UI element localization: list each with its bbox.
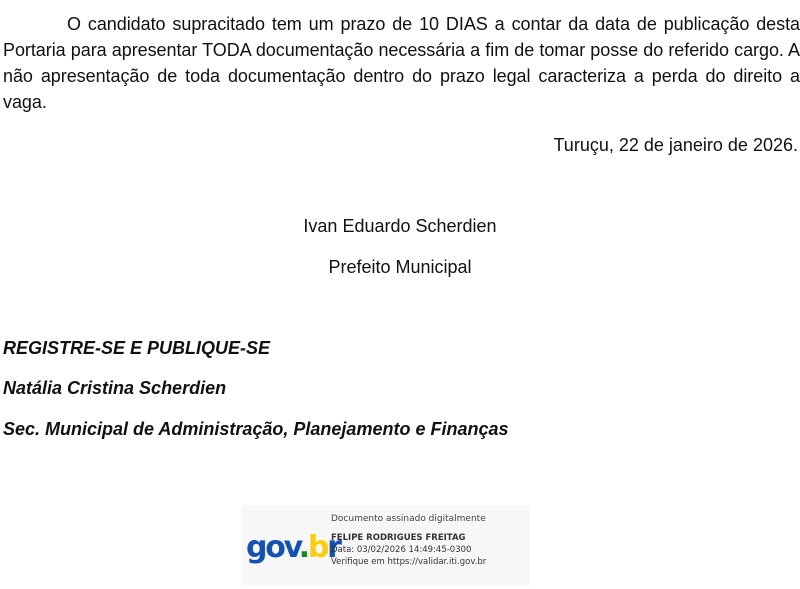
place-date: Turuçu, 22 de janeiro de 2026. bbox=[553, 135, 798, 155]
logo-dot: . bbox=[298, 530, 308, 565]
stamp-verify-link[interactable]: Verifique em https://validar.iti.gov.br bbox=[331, 557, 487, 567]
logo-gov: gov bbox=[246, 530, 299, 565]
registration-name: Natália Cristina Scherdien bbox=[3, 378, 227, 398]
signer-role: Prefeito Municipal bbox=[328, 257, 472, 277]
logo-br-b: b bbox=[307, 530, 328, 565]
logo-text bbox=[246, 530, 342, 565]
logo-br-r: r bbox=[327, 530, 340, 565]
stamp-heading: Documento assinado digitalmente bbox=[331, 514, 486, 524]
registration-role: Sec. Municipal de Administração, Planejamento e Finanças bbox=[3, 419, 509, 439]
body-paragraph: O candidato supracitado tem um prazo de 10 DIAS a contar da data de publicação desta Portaria para apresentar TODA documentação necessária a fim de tomar posse do referido cargo. A não apresentação de toda documentação dentro do prazo legal caracteriza a perda do direito a vaga. bbox=[3, 14, 800, 112]
registration-instruction: REGISTRE-SE E PUBLIQUE-SE bbox=[3, 338, 271, 358]
stamp-text-block bbox=[331, 513, 486, 568]
stamp-date: Data: 03/02/2026 14:49:45-0300 bbox=[331, 545, 472, 555]
digital-signature-stamp bbox=[242, 505, 530, 585]
signer-name: Ivan Eduardo Scherdien bbox=[303, 216, 497, 236]
stamp-signer: FELIPE RODRIGUES FREITAG bbox=[331, 533, 466, 543]
gov-br-logo bbox=[245, 523, 340, 567]
